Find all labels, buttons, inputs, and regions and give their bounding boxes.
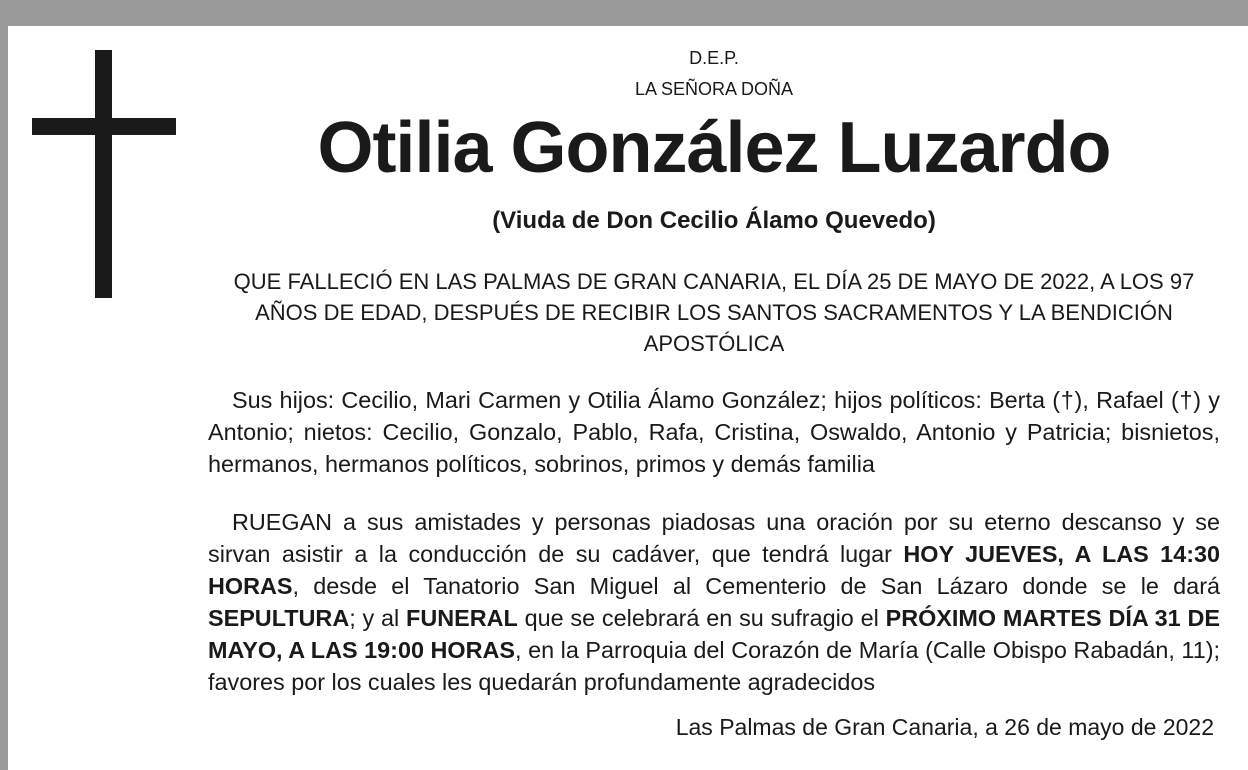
- request-text-4: que se celebrará en su sufragio el: [517, 605, 886, 631]
- request-text-2: , desde el Tanatorio San Miguel al Cementerio de San Lázaro donde se le dará: [292, 573, 1220, 599]
- burial-word: SEPULTURA: [208, 605, 350, 631]
- deceased-name: Otilia González Luzardo: [317, 108, 1111, 188]
- death-notice: QUE FALLECIÓ EN LAS PALMAS DE GRAN CANARIA, EL DÍA 25 DE MAYO DE 2022, A LOS 97 AÑOS DE EDAD, DESPUÉS DE RECIBIR LOS SANTOS SACRAMENTOS Y LA BENDICIÓN APOSTÓLICA: [233, 269, 1195, 356]
- honorific-title: LA SEÑORA DOÑA: [634, 79, 794, 99]
- family-paragraph: Sus hijos: Cecilio, Mari Carmen y Otilia Álamo González; hijos políticos: Berta (†), Rafael (†) y Antonio; nietos: Cecilio, Gonzalo, Pablo, Rafa, Cristina, Oswaldo, Antonio y Patricia; bisnietos, hermanos, hermanos políticos, sobrinos, primos y demás familia: [208, 387, 1220, 477]
- request-text-3: ; y al: [349, 605, 407, 631]
- request-paragraph: [208, 506, 1220, 698]
- funeral-word: FUNERAL: [406, 605, 518, 631]
- request-text-5: , en la Parroquia del Corazón de María (Calle Obispo Rabadán, 11); favores por los cuales les quedarán profundamente agradecidos: [208, 637, 1221, 695]
- funeral-time: PRÓXIMO MARTES DÍA 31 DE MAYO, A LAS 19:00 HORAS: [208, 605, 1220, 663]
- obituary-notice: [8, 26, 1248, 770]
- burial-time: HOY JUEVES, A LAS 14:30 HORAS: [208, 541, 1221, 599]
- latin-cross-icon: [32, 50, 176, 298]
- cross-horizontal-bar: [32, 118, 176, 135]
- request-text-1: RUEGAN a sus amistades y personas piadosas una oración por su eterno descanso y se sirvan asistir a la conducción de su cadáver, que tendrá lugar: [208, 509, 1220, 567]
- cross-vertical-bar: [95, 50, 112, 298]
- place-and-date: Las Palmas de Gran Canaria, a 26 de mayo de 2022: [675, 714, 1214, 740]
- widow-note: (Viuda de Don Cecilio Álamo Quevedo): [492, 207, 936, 234]
- dep-heading: D.E.P.: [689, 48, 739, 68]
